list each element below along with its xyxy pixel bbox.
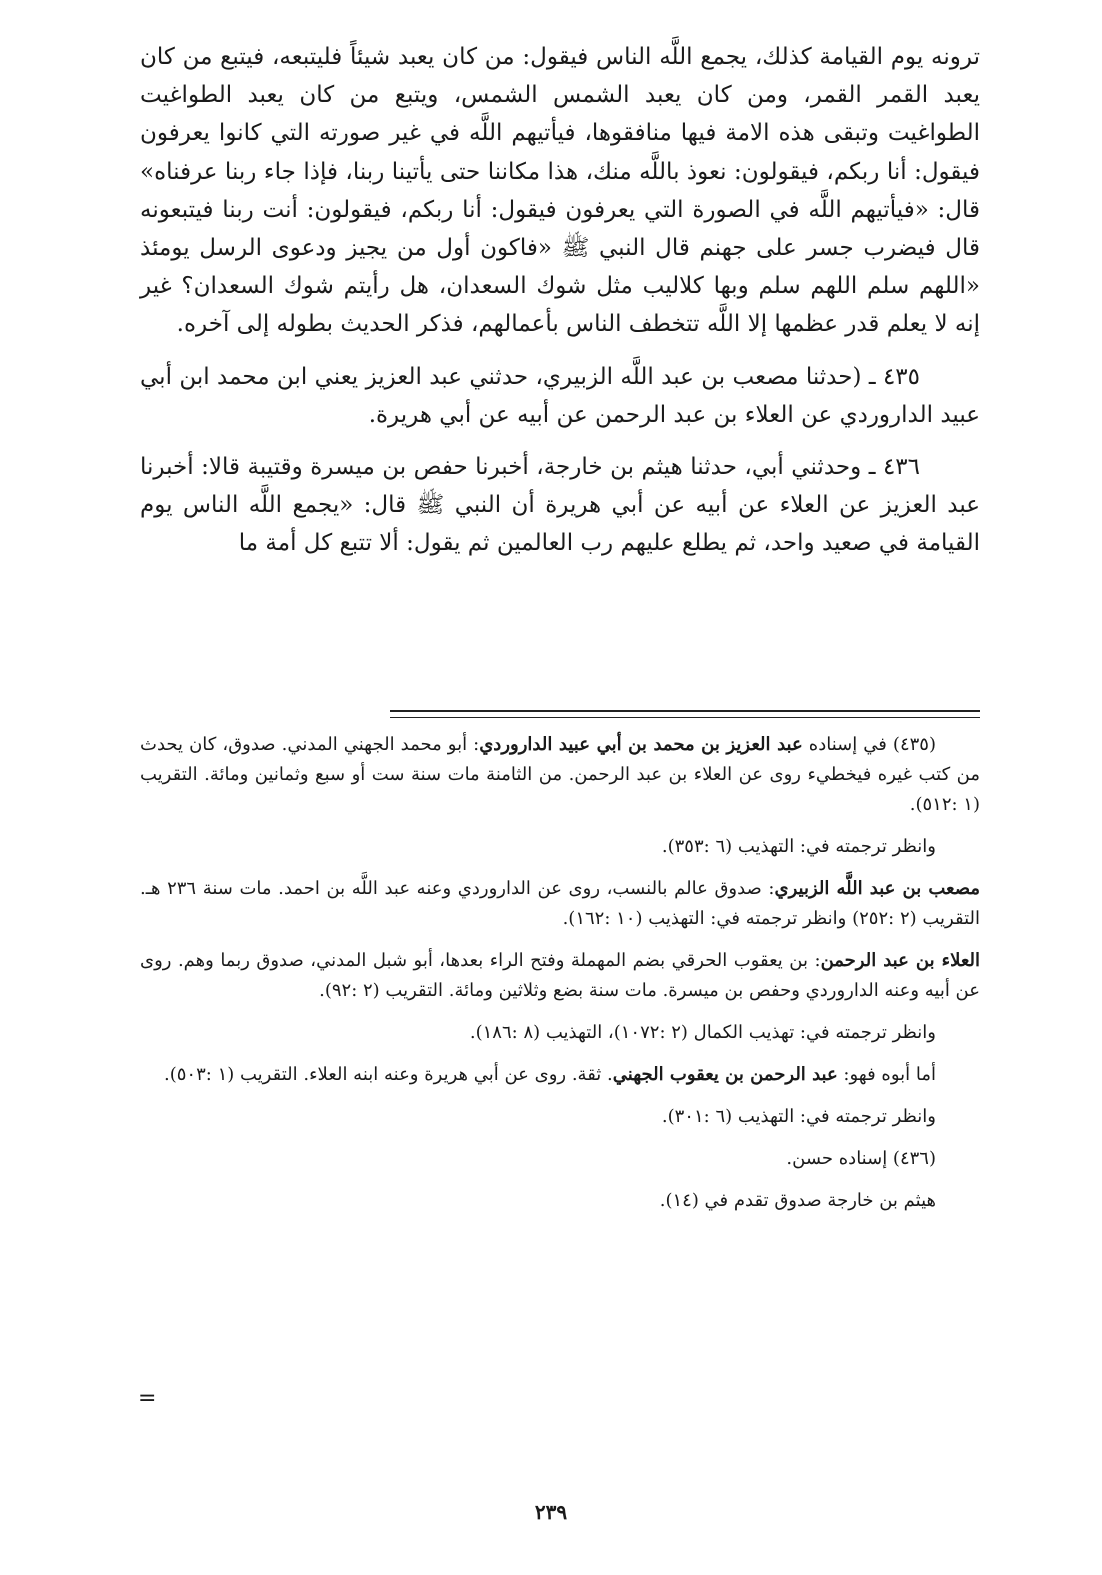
footnote-narrator-musab: مصعب بن عبد اللَّه الزبيري: صدوق عالم بالنسب، روى عن الداروردي وعنه عبد اللَّه بن احمد. مات سنة ٢٣٦ هـ. التقريب (٢ :٢٥٢) وانظر ترجمته في: التهذيب (١٠ :١٦٢). — [140, 878, 980, 929]
footnote-note: وانظر ترجمته في: التهذيب (٦ :٣٥٣). — [661, 836, 936, 857]
page-number: ٢٣٩ — [534, 1500, 568, 1524]
continuation-mark: = — [138, 1386, 157, 1411]
hadith-435-paragraph: ٤٣٥ ـ (حدثنا مصعب بن عبد اللَّه الزبيري، حدثني عبد العزيز يعني ابن محمد ابن أبي عبيد الداروردي عن العلاء بن عبد الرحمن عن أبيه عن أبي هريرة. — [140, 363, 980, 428]
hadith-continuation-paragraph: ترونه يوم القيامة كذلك، يجمع اللَّه الناس فيقول: من كان يعبد شيئاً فليتبعه، فيتبع من كان يعبد القمر القمر، ومن كان يعبد الشمس الشمس، ويتبع من كان يعبد الطواغيت الطواغيت وتبقى هذه الامة فيها منافقوها، فيأتيهم اللَّه في غير صورته التي كانوا يعرفون فيقول: أنا ربكم، فيقولون: نعوذ باللَّه منك، هذا مكاننا حتى يأتينا ربنا، فإذا جاء ربنا عرفناه» قال: «فيأتيهم اللَّه في الصورة التي يعرفون فيقول: أنا ربكم، فيقولون: أنت ربنا فيتبعونه قال فيضرب جسر على جهنم قال النبي ﷺ «فاكون أول من يجيز ودعوى الرسل يومئذ «اللهم سلم اللهم سلم وبها كلاليب مثل شوك السعدان، هل رأيتم شوك السعدان؟ غير إنه لا يعلم قدر عظمها إلا اللَّه تتخطف الناس بأعمالهم، فذكر الحديث بطوله إلى آخره. — [140, 44, 980, 338]
hadith-436-paragraph: ٤٣٦ ـ وحدثني أبي، حدثنا هيثم بن خارجة، أخبرنا حفص بن ميسرة وقتيبة قالا: أخبرنا عبد العزيز عن العلاء عن أبيه عن أبي هريرة أن النبي ﷺ قال: «يجمع اللَّه الناس يوم القيامة في صعيد واحد، ثم يطلع عليهم رب العالمين ثم يقول: ألا تتبع كل أمة ما — [140, 454, 980, 557]
footnote-divider — [390, 710, 980, 718]
main-text — [140, 38, 980, 575]
footnote-note: هيثم بن خارجة صدوق تقدم في (١٤). — [659, 1190, 936, 1211]
footnote-narrator-father: أما أبوه فهو: عبد الرحمن بن يعقوب الجهني. ثقة. روى عن أبي هريرة وعنه ابنه العلاء. التقريب (١ :٥٠٣). — [164, 1064, 936, 1085]
footnote-note: وانظر ترجمته في: التهذيب (٦ :٣٠١). — [661, 1106, 936, 1127]
footnote-note: وانظر ترجمته في: تهذيب الكمال (٢ :١٠٧٢)، التهذيب (٨ :١٨٦). — [469, 1022, 936, 1043]
footnotes-section — [140, 730, 980, 1228]
footnote-436: (٤٣٦) إسناده حسن. — [786, 1148, 936, 1169]
footnote-narrator-alaa: العلاء بن عبد الرحمن: بن يعقوب الحرقي بضم المهملة وفتح الراء بعدها، أبو شبل المدني، صدوق ربما وهم. روى عن أبيه وعنه الداروردي وحفص بن ميسرة. مات سنة بضع وثلاثين ومائة. التقريب (٢ :٩٢). — [140, 950, 980, 1001]
footnote-435: (٤٣٥) في إسناده عبد العزيز بن محمد بن أبي عبيد الداروردي: أبو محمد الجهني المدني. صدوق، كان يحدث من كتب غيره فيخطيء روى عن العلاء بن عبد الرحمن. من الثامنة مات سنة ست أو سبع وثمانين ومائة. التقريب (١ :٥١٢). — [140, 734, 980, 815]
